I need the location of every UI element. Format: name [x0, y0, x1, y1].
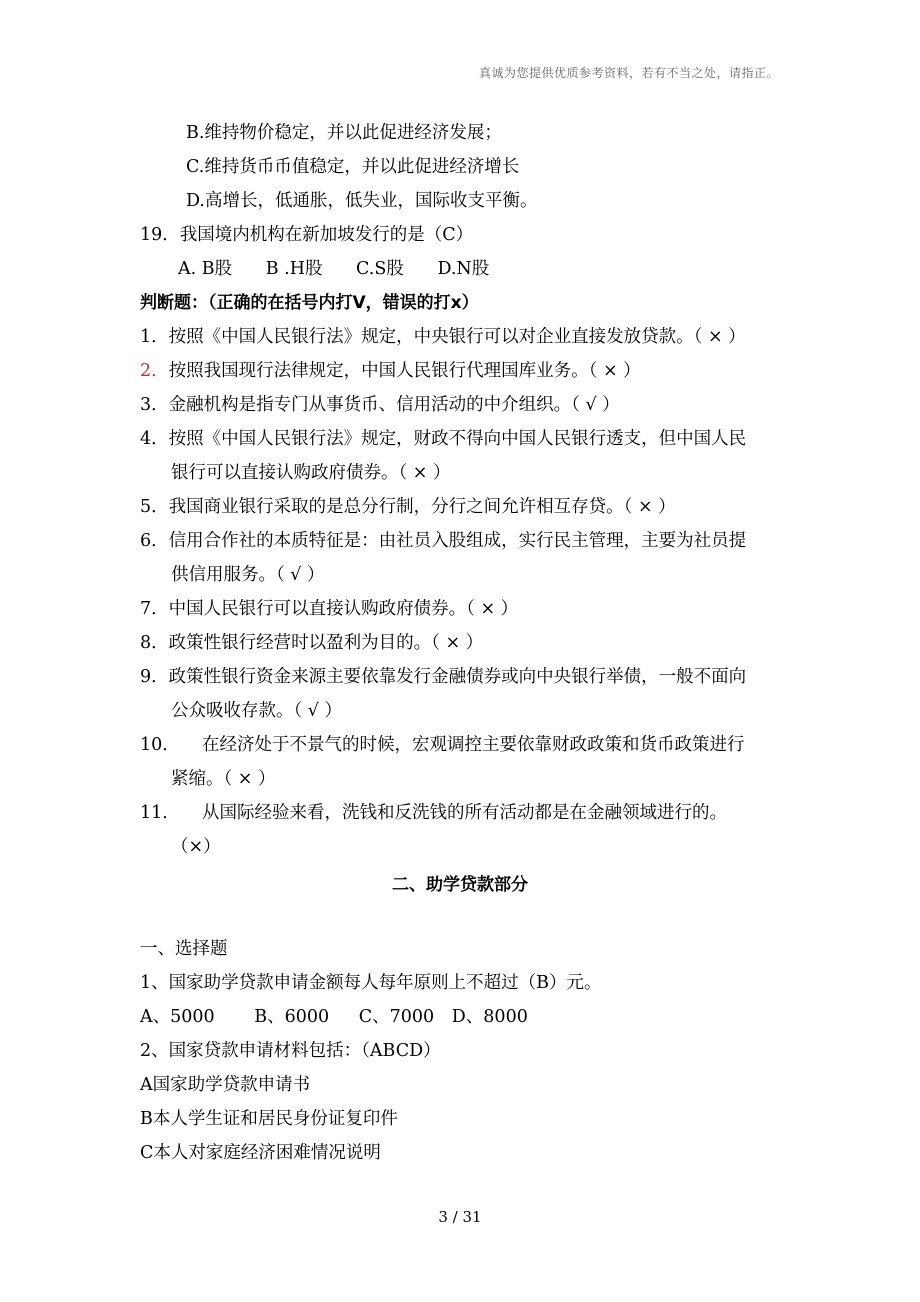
- loan-q2-option-c: C本人对家庭经济困难情况说明: [140, 1143, 381, 1163]
- loan-q1-option-c: C、7000: [358, 1007, 435, 1027]
- page-number: 3 / 31: [438, 1208, 482, 1226]
- judgment-item-10: [140, 733, 745, 757]
- item-number: 11．: [140, 803, 180, 823]
- item-text: 按照《中国人民银行法》规定，中央银行可以对企业直接发放贷款。（ × ）: [168, 327, 746, 347]
- judgment-item-11-cont: （×）: [171, 837, 221, 857]
- judgment-item-10-cont: 紧缩。（ × ）: [171, 769, 276, 789]
- q19-option-c: C.S股: [356, 259, 404, 279]
- judgment-item-6: [140, 529, 746, 553]
- item-text: 政策性银行资金来源主要依靠发行金融债券或向中央银行举债，一般不面向: [168, 667, 747, 687]
- loan-q2-option-b: B本人学生证和居民身份证复印件: [140, 1109, 398, 1129]
- item-text: 从国际经验来看，洗钱和反洗钱的所有活动都是在金融领域进行的。: [202, 803, 727, 823]
- judgment-item-4-cont: 银行可以直接认购政府债券。（ × ）: [171, 463, 451, 483]
- loan-q1-options: [140, 1005, 556, 1029]
- item-number: 7．: [140, 599, 169, 619]
- judgment-item-1: [140, 325, 746, 349]
- judgment-item-2: [140, 359, 641, 383]
- loan-q1-stem: 1、国家助学贷款申请金额每人每年原则上不超过（B）元。: [140, 973, 602, 993]
- judgment-heading: 判断题：（正确的在括号内打V，错误的打x）: [140, 293, 479, 313]
- loan-q2-option-a: A国家助学贷款申请书: [140, 1075, 311, 1095]
- item-number: 9．: [140, 667, 169, 687]
- item-number: 3．: [140, 395, 169, 415]
- judgment-item-4: [140, 427, 746, 451]
- item-number: 2．: [140, 361, 169, 381]
- section-title: 二、助学贷款部分: [392, 875, 528, 895]
- section-subheading: 一、选择题: [140, 939, 228, 959]
- q19-option-b: B .H股: [265, 259, 323, 279]
- item-number: 6．: [140, 531, 169, 551]
- q19-option-d: D.N股: [437, 259, 490, 279]
- loan-q2-stem: 2、国家贷款申请材料包括：（ABCD）: [140, 1041, 441, 1061]
- judgment-item-9: [140, 665, 746, 689]
- q18-option-b: B.维持物价稳定，并以此促进经济发展；: [186, 123, 502, 143]
- judgment-item-8: [140, 631, 483, 655]
- loan-q1-option-d: D、8000: [451, 1007, 528, 1027]
- item-text: 政策性银行经营时以盈利为目的。（ × ）: [168, 633, 484, 653]
- item-number: 10．: [140, 735, 180, 755]
- item-text: 金融机构是指专门从事货币、信用活动的中介组织。（ √ ）: [168, 395, 620, 415]
- item-number: 8．: [140, 633, 169, 653]
- q19-option-a: A. B股: [178, 259, 233, 279]
- item-text: 中国人民银行可以直接认购政府债券。（ × ）: [168, 599, 519, 619]
- judgment-item-3: [140, 393, 620, 417]
- loan-q1-option-b: B、6000: [254, 1007, 330, 1027]
- item-text: 我国商业银行采取的是总分行制，分行之间允许相互存贷。（ × ）: [168, 497, 676, 517]
- item-text: 在经济处于不景气的时候，宏观调控主要依靠财政政策和货币政策进行: [202, 735, 745, 755]
- item-number: 1．: [140, 327, 169, 347]
- q18-option-c: C.维持货币币值稳定，并以此促进经济增长: [186, 157, 520, 177]
- q18-option-d: D.高增长，低通胀，低失业，国际收支平衡。: [186, 191, 538, 211]
- judgment-item-6-cont: 供信用服务。（ √ ）: [171, 565, 325, 585]
- item-number: 4．: [140, 429, 169, 449]
- item-text: 信用合作社的本质特征是：由社员入股组成，实行民主管理，主要为社员提: [168, 531, 747, 551]
- q19-options: [178, 257, 517, 281]
- judgment-item-9-cont: 公众吸收存款。（ √ ）: [171, 701, 343, 721]
- item-text: 按照《中国人民银行法》规定，财政不得向中国人民银行透支，但中国人民: [168, 429, 747, 449]
- loan-q1-option-a: A、5000: [140, 1007, 215, 1027]
- item-text: 按照我国现行法律规定，中国人民银行代理国库业务。（ × ）: [168, 361, 641, 381]
- q19-stem: 19．我国境内机构在新加坡发行的是（C）: [140, 225, 474, 245]
- judgment-item-7: [140, 597, 518, 621]
- judgment-item-11: [140, 801, 727, 825]
- judgment-item-5: [140, 495, 676, 519]
- item-number: 5．: [140, 497, 169, 517]
- header-note: 真诚为您提供优质参考资料，若有不当之处，请指正。: [478, 66, 779, 80]
